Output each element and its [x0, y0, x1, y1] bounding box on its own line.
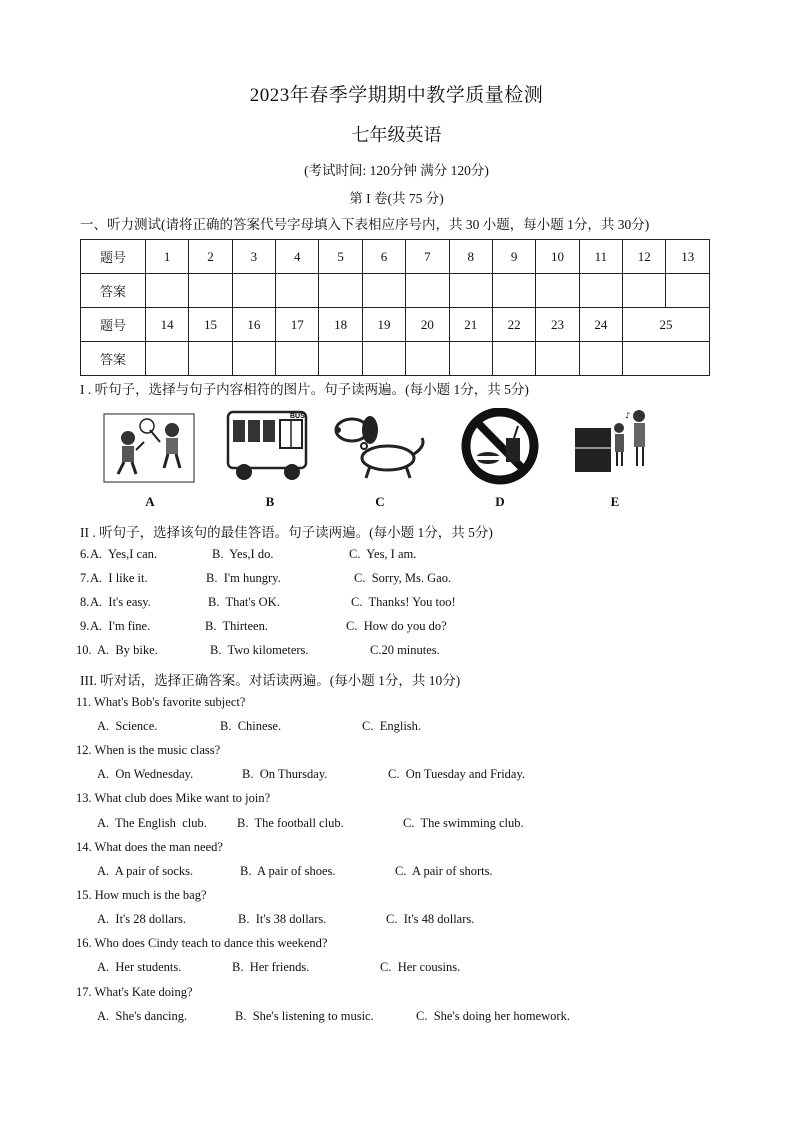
question-number: 7 [406, 240, 449, 274]
question-number: 20 [406, 308, 449, 342]
question-number: 14 [145, 308, 188, 342]
option-a: A. Her students. [97, 960, 182, 974]
picture-options [100, 408, 660, 508]
question-number: 9. [80, 619, 90, 633]
table-row [81, 240, 710, 274]
option-c: C. Thanks! You too! [351, 595, 456, 609]
exam-title: 2023年春季学期期中教学质量检测 [249, 85, 544, 106]
question-text: 12. When is the music class? [76, 743, 221, 757]
part1-heading: I . 听句子，选择与句子内容相符的图片。句子读两遍。(每小题 1分，共 5分) [80, 382, 529, 397]
row-label: 题号 [81, 240, 146, 274]
answer-cell[interactable] [362, 342, 405, 376]
option-a: A. She's dancing. [97, 1009, 188, 1023]
picture-label: D [495, 494, 505, 509]
picture-label: A [145, 494, 155, 509]
answer-cell[interactable] [189, 342, 232, 376]
option-b: B. Her friends. [232, 960, 310, 974]
question-number: 11 [579, 240, 622, 274]
answer-cell[interactable] [492, 342, 535, 376]
option-c: C. She's doing her homework. [416, 1009, 570, 1023]
question-text: 17. What's Kate doing? [76, 985, 193, 999]
question-number: 25 [623, 308, 710, 342]
option-b: B. On Thursday. [242, 767, 328, 781]
question-text: 16. Who does Cindy teach to dance this weekend? [76, 936, 328, 950]
svg-text:♪: ♪ [625, 411, 631, 420]
question-number: 21 [449, 308, 492, 342]
piano-players-icon [565, 408, 665, 488]
picture-label: B [265, 494, 275, 509]
answer-cell[interactable] [362, 274, 405, 308]
option-c: C. On Tuesday and Friday. [388, 767, 526, 781]
question-text: 13. What club does Mike want to join? [76, 791, 271, 805]
question-number: 24 [579, 308, 622, 342]
question-text: 11. What's Bob's favorite subject? [76, 695, 246, 709]
option-a: A. Yes,I can. [90, 547, 158, 561]
question-number: 7. [80, 571, 90, 585]
picture-option-c [330, 408, 430, 508]
answer-cell[interactable] [579, 342, 622, 376]
school-bus-icon [220, 408, 320, 488]
exam-info: (考试时间: 120分钟 满分 120分) [304, 163, 489, 178]
question-number: 5 [319, 240, 362, 274]
answer-cell[interactable] [232, 342, 275, 376]
answer-cell[interactable] [536, 342, 579, 376]
answer-cell[interactable] [492, 274, 535, 308]
answer-cell[interactable] [276, 274, 319, 308]
question-number: 8 [449, 240, 492, 274]
question-number: 17 [276, 308, 319, 342]
question-number: 19 [362, 308, 405, 342]
answer-cell[interactable] [319, 274, 362, 308]
option-c: C. How do you do? [346, 619, 447, 633]
question-number: 6 [362, 240, 405, 274]
question-text: 14. What does the man need? [76, 840, 223, 854]
table-row [81, 342, 710, 376]
row-label: 答案 [81, 342, 146, 376]
question-number: 6. [80, 547, 90, 561]
answer-cell[interactable] [536, 274, 579, 308]
option-c: C. The swimming club. [403, 816, 524, 830]
answer-cell[interactable] [406, 274, 449, 308]
answer-cell[interactable] [449, 274, 492, 308]
option-a: A. A pair of socks. [97, 864, 194, 878]
question-number: 4 [276, 240, 319, 274]
section1-heading: 一、听力测试(请将正确的答案代号字母填入下表相应序号内，共 30 小题，每小题 1分，共 30分) [80, 217, 650, 232]
kids-playing-icon [100, 408, 200, 488]
option-b: B. The football club. [237, 816, 344, 830]
question-number: 9 [492, 240, 535, 274]
option-b: B. Yes,I do. [212, 547, 274, 561]
answer-cell[interactable] [449, 342, 492, 376]
question-number: 12 [623, 240, 666, 274]
question-number: 22 [492, 308, 535, 342]
answer-cell[interactable] [276, 342, 319, 376]
picture-option-e [565, 408, 665, 508]
option-b: B. Two kilometers. [210, 643, 309, 657]
answer-cell[interactable] [623, 342, 710, 376]
option-b: B. A pair of shoes. [240, 864, 336, 878]
answer-cell[interactable] [189, 274, 232, 308]
bus-sign: BUS [290, 413, 305, 420]
question-number: 16 [232, 308, 275, 342]
volume-heading: 第 I 卷(共 75 分) [349, 191, 444, 206]
question-number: 3 [232, 240, 275, 274]
option-b: B. That's OK. [208, 595, 280, 609]
answer-cell[interactable] [579, 274, 622, 308]
option-a: A. It's 28 dollars. [97, 912, 187, 926]
option-a: A. The English club. [97, 816, 207, 830]
answer-cell[interactable] [406, 342, 449, 376]
answer-cell[interactable] [623, 274, 666, 308]
question-number: 15 [189, 308, 232, 342]
option-a: A. It's easy. [90, 595, 151, 609]
answer-table [80, 239, 710, 376]
question-number: 18 [319, 308, 362, 342]
part2-heading: II . 听句子，选择该句的最佳答语。句子读两遍。(每小题 1分，共 5分) [80, 525, 493, 540]
table-row [81, 308, 710, 342]
table-row [81, 274, 710, 308]
answer-cell[interactable] [319, 342, 362, 376]
option-c: C. English. [362, 719, 422, 733]
question-number: 13 [666, 240, 710, 274]
option-b: B. I'm hungry. [206, 571, 281, 585]
question-number: 2 [189, 240, 232, 274]
option-b: B. Chinese. [220, 719, 282, 733]
answer-cell[interactable] [232, 274, 275, 308]
exam-subtitle: 七年级英语 [351, 125, 442, 145]
option-b: B. Thirteen. [205, 619, 268, 633]
question-number: 1 [145, 240, 188, 274]
option-a: A. I'm fine. [90, 619, 151, 633]
question-number: 8. [80, 595, 90, 609]
picture-label: E [610, 494, 620, 509]
question-number: 10. [76, 643, 92, 657]
picture-option-d [450, 408, 550, 508]
row-label: 答案 [81, 274, 146, 308]
question-number: 10 [536, 240, 579, 274]
option-a: A. Science. [97, 719, 158, 733]
answer-cell[interactable] [666, 274, 710, 308]
answer-cell[interactable] [145, 274, 188, 308]
picture-label: C [375, 494, 385, 509]
option-b: B. She's listening to music. [235, 1009, 374, 1023]
question-text: 15. How much is the bag? [76, 888, 207, 902]
option-c: C. It's 48 dollars. [386, 912, 475, 926]
answer-cell[interactable] [145, 342, 188, 376]
question-number: 23 [536, 308, 579, 342]
option-a: A. On Wednesday. [97, 767, 194, 781]
option-c: C.20 minutes. [370, 643, 440, 657]
option-c: C. Yes, I am. [349, 547, 417, 561]
option-a: A. By bike. [97, 643, 158, 657]
picture-option-a [100, 408, 200, 508]
option-c: C. Sorry, Ms. Gao. [354, 571, 452, 585]
part3-heading: III. 听对话，选择正确答案。对话读两遍。(每小题 1分，共 10分) [80, 673, 461, 688]
option-b: B. It's 38 dollars. [238, 912, 327, 926]
row-label: 题号 [81, 308, 146, 342]
dog-icon [330, 408, 430, 488]
no-junk-food-icon [450, 408, 550, 488]
picture-option-b [220, 408, 320, 508]
option-a: A. I like it. [90, 571, 148, 585]
option-c: C. Her cousins. [380, 960, 461, 974]
option-c: C. A pair of shorts. [395, 864, 493, 878]
